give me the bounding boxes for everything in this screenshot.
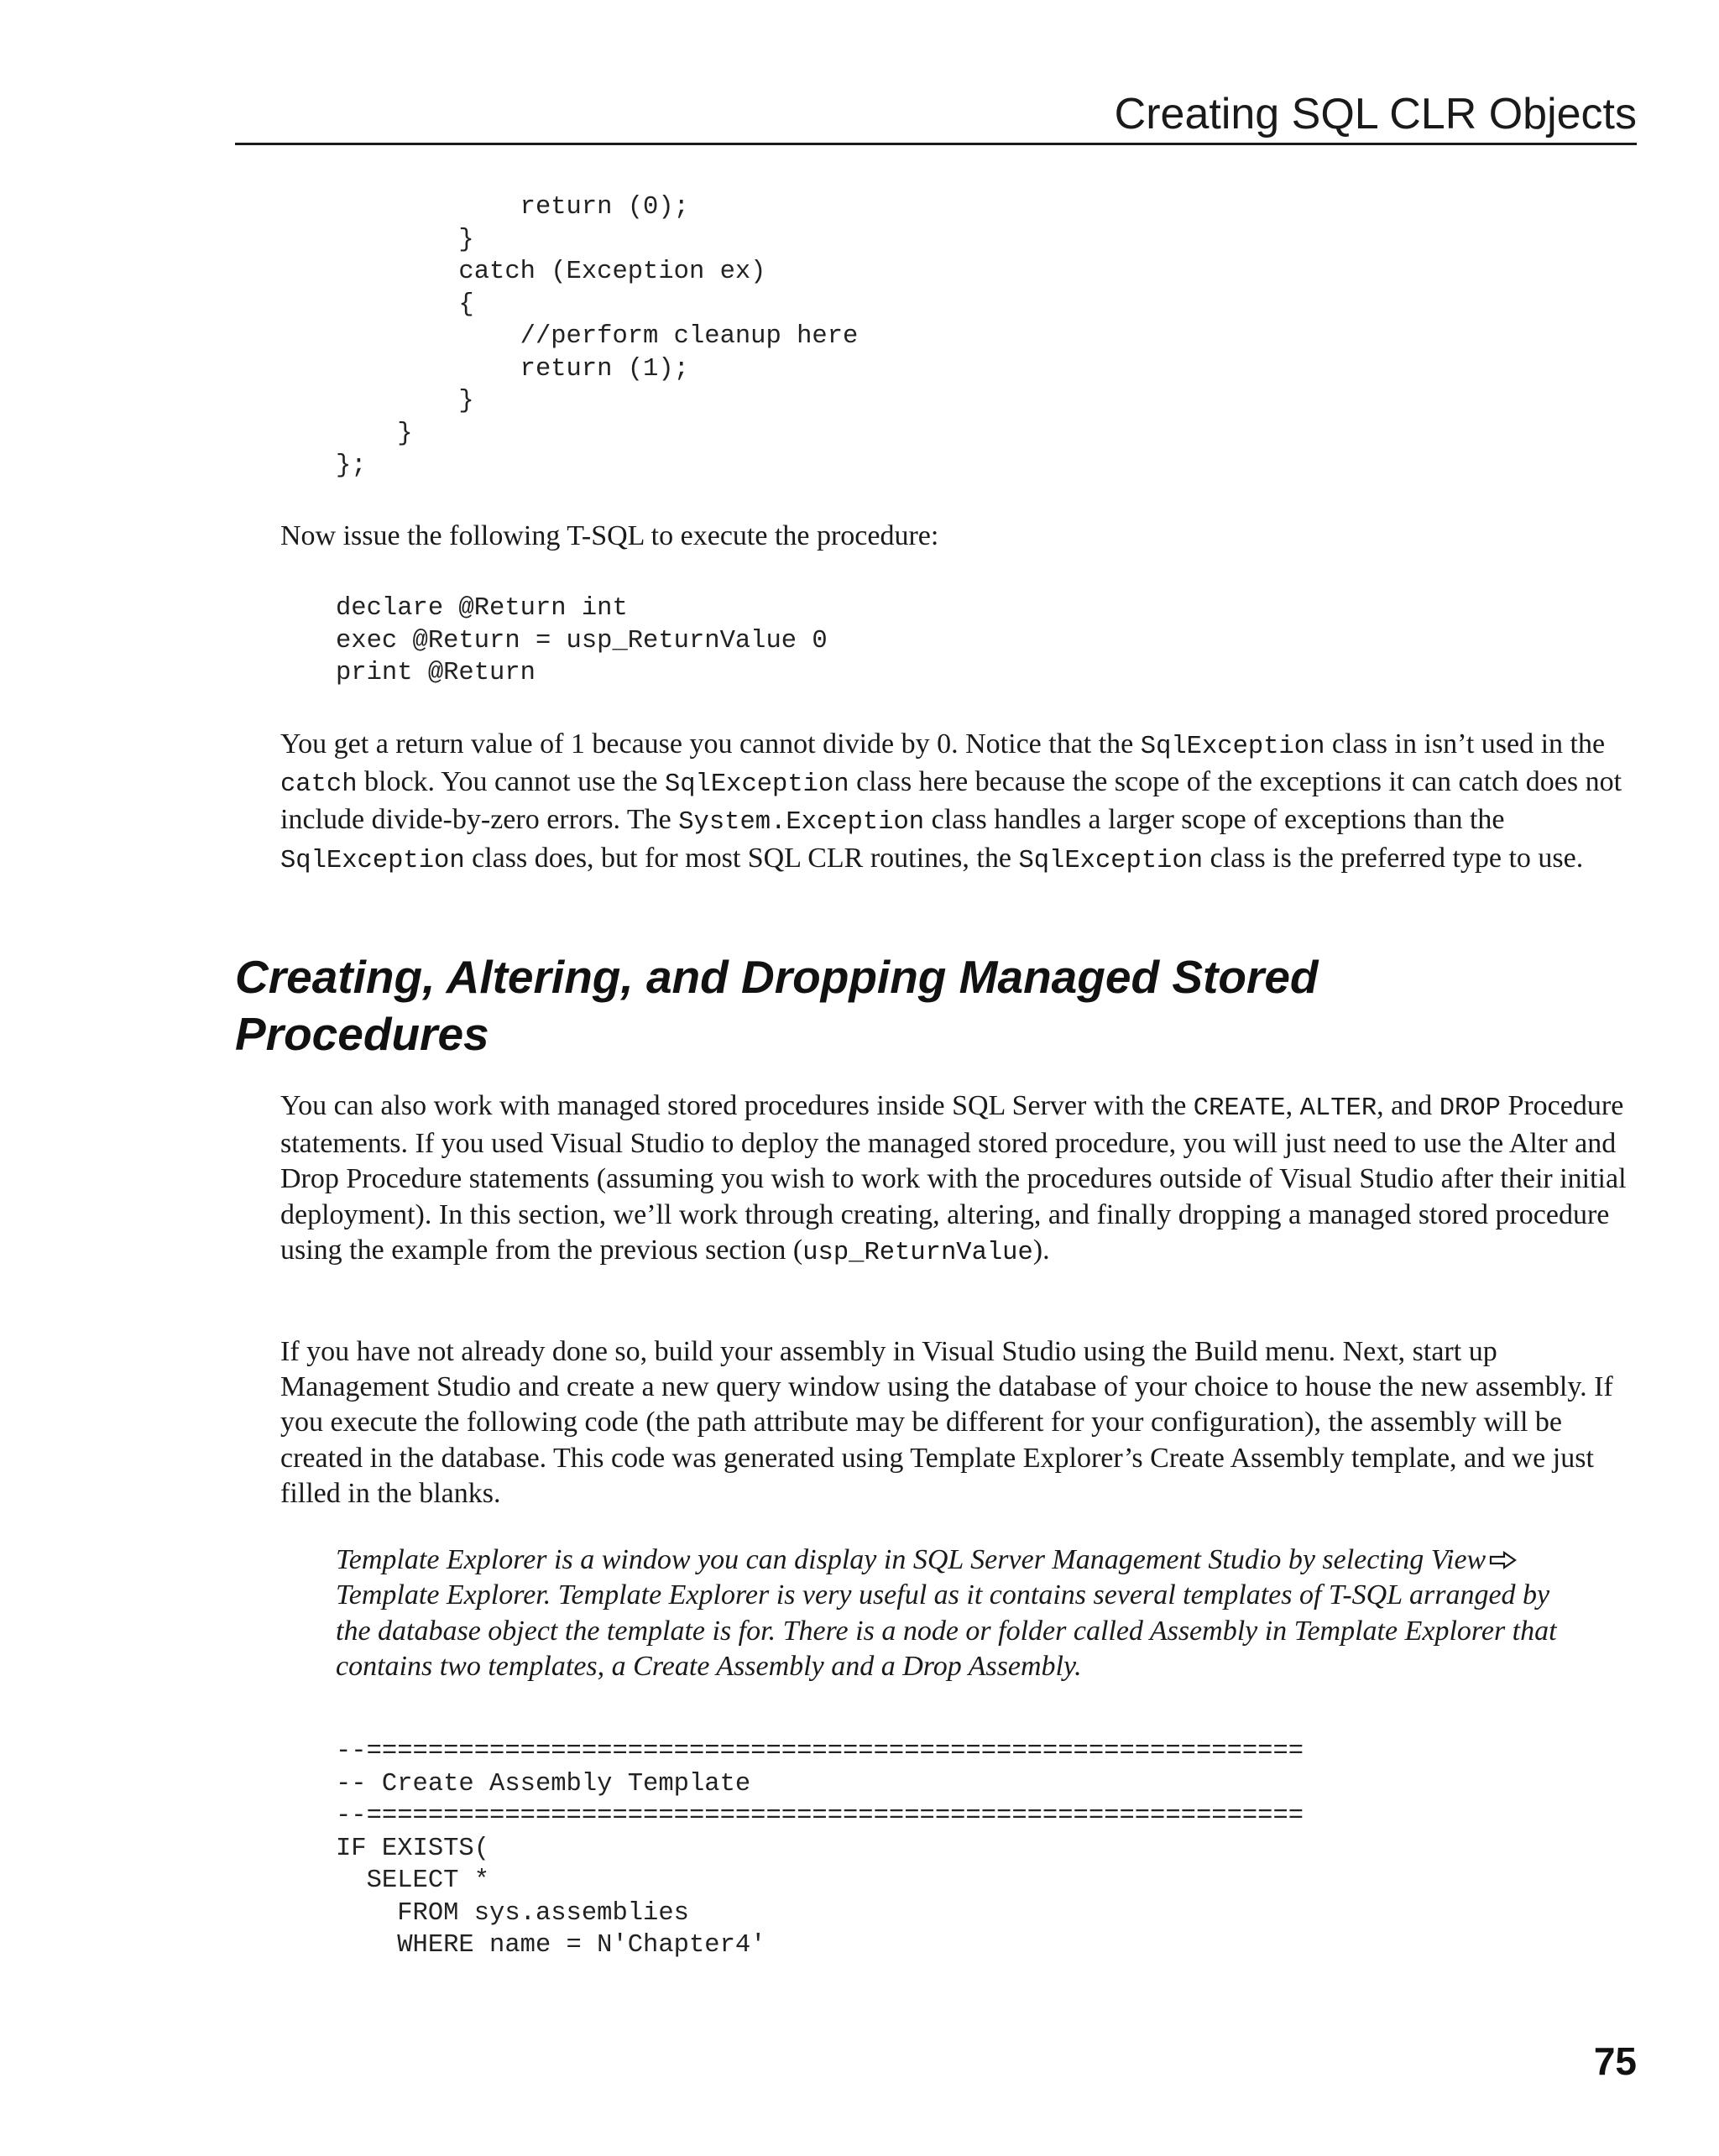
paragraph-build-assembly: If you have not already done so, build your assembly in Visual Studio using the Build menu. Next, start up Management Studio and create a new query window using the database of your choice to house the new assembly. If you execute the following code (the path attribute may be different for your configuration), the assembly will be created in the database. This code was generated using Template Explorer’s Create Assembly template, and we just filled in the blanks. (280, 1336, 1613, 1509)
inline-code: SqlException (280, 846, 465, 875)
code-line: WHERE name = N'Chapter4' (336, 1931, 766, 1960)
code-line: exec @Return = usp_ReturnValue 0 (336, 626, 828, 655)
page-number: 75 (1593, 2039, 1637, 2083)
code-block-create-assembly (336, 1736, 1304, 1962)
code-line: //perform cleanup here (336, 322, 859, 351)
header-rule (235, 143, 1637, 145)
running-header: Creating SQL CLR Objects (1114, 90, 1637, 138)
code-line: } (336, 225, 474, 254)
code-line: return (1); (336, 354, 689, 384)
code-line: }; (336, 452, 367, 480)
code-line: --============================================================= (336, 1737, 1304, 1766)
inline-code: catch (280, 770, 358, 800)
code-line: SELECT * (336, 1866, 490, 1895)
code-line: return (0); (336, 193, 689, 222)
note-template-explorer: Template Explorer is a window you can display in SQL Server Management Studio by selecting View Template Explorer. Template Explorer is very useful as it contains several templates of T-SQL arranged by the database object the template is for. There is a node or folder called Assembly in Template Explorer that contains two templates, a Create Assembly and a Drop Assembly. (336, 1544, 1557, 1683)
inline-code: SqlException (1018, 846, 1204, 875)
code-block-tsql-exec (336, 593, 828, 690)
paragraph-intro-tsql: Now issue the following T-SQL to execute the procedure: (280, 520, 939, 551)
code-line: print @Return (336, 659, 536, 687)
code-line: -- Create Assembly Template (336, 1769, 751, 1798)
code-line: } (336, 419, 413, 448)
code-line: declare @Return int (336, 594, 628, 623)
inline-code: SqlException (664, 770, 849, 800)
inline-code: SqlException (1140, 733, 1325, 761)
inline-code: CREATE (1193, 1094, 1286, 1123)
code-line: IF EXISTS( (336, 1834, 490, 1863)
paragraph-managed-procedures: You can also work with managed stored procedures inside SQL Server with the CREATE, ALTER, and DROP Procedure statements. If you used Visual Studio to deploy the managed stored procedure, you will just need to use the Alter and Drop Procedure statements (assuming you wish to work with the procedures outside of Visual Studio after their initial deployment). In this section, we’ll work through creating, altering, and finally dropping a managed stored procedure using the example from the previous section (usp_ReturnValue). (280, 1090, 1627, 1267)
code-line: FROM sys.assemblies (336, 1898, 689, 1928)
section-heading: Creating, Altering, and Dropping Managed Stored Procedures (235, 951, 1319, 1060)
paragraph-return-value: You get a return value of 1 because you cannot divide by 0. Notice that the SqlException class in isn’t used in the catch block. You cannot use the SqlException class here because the scope of the exceptions it can catch does not include divide-by-zero errors. The System.Exception class handles a larger scope of exceptions than the SqlException class does, but for most SQL CLR routines, the SqlException class is the preferred type to use. (280, 728, 1622, 875)
code-block-csharp (336, 191, 858, 483)
menu-arrow-icon (1489, 1551, 1518, 1569)
inline-code: usp_ReturnValue (802, 1238, 1033, 1267)
inline-code: DROP (1439, 1094, 1501, 1123)
code-line: catch (Exception ex) (336, 258, 766, 286)
code-line: } (336, 387, 474, 415)
code-line: { (336, 290, 474, 319)
inline-code: ALTER (1299, 1094, 1377, 1123)
code-line: --============================================================= (336, 1802, 1304, 1830)
inline-code: System.Exception (678, 808, 925, 838)
